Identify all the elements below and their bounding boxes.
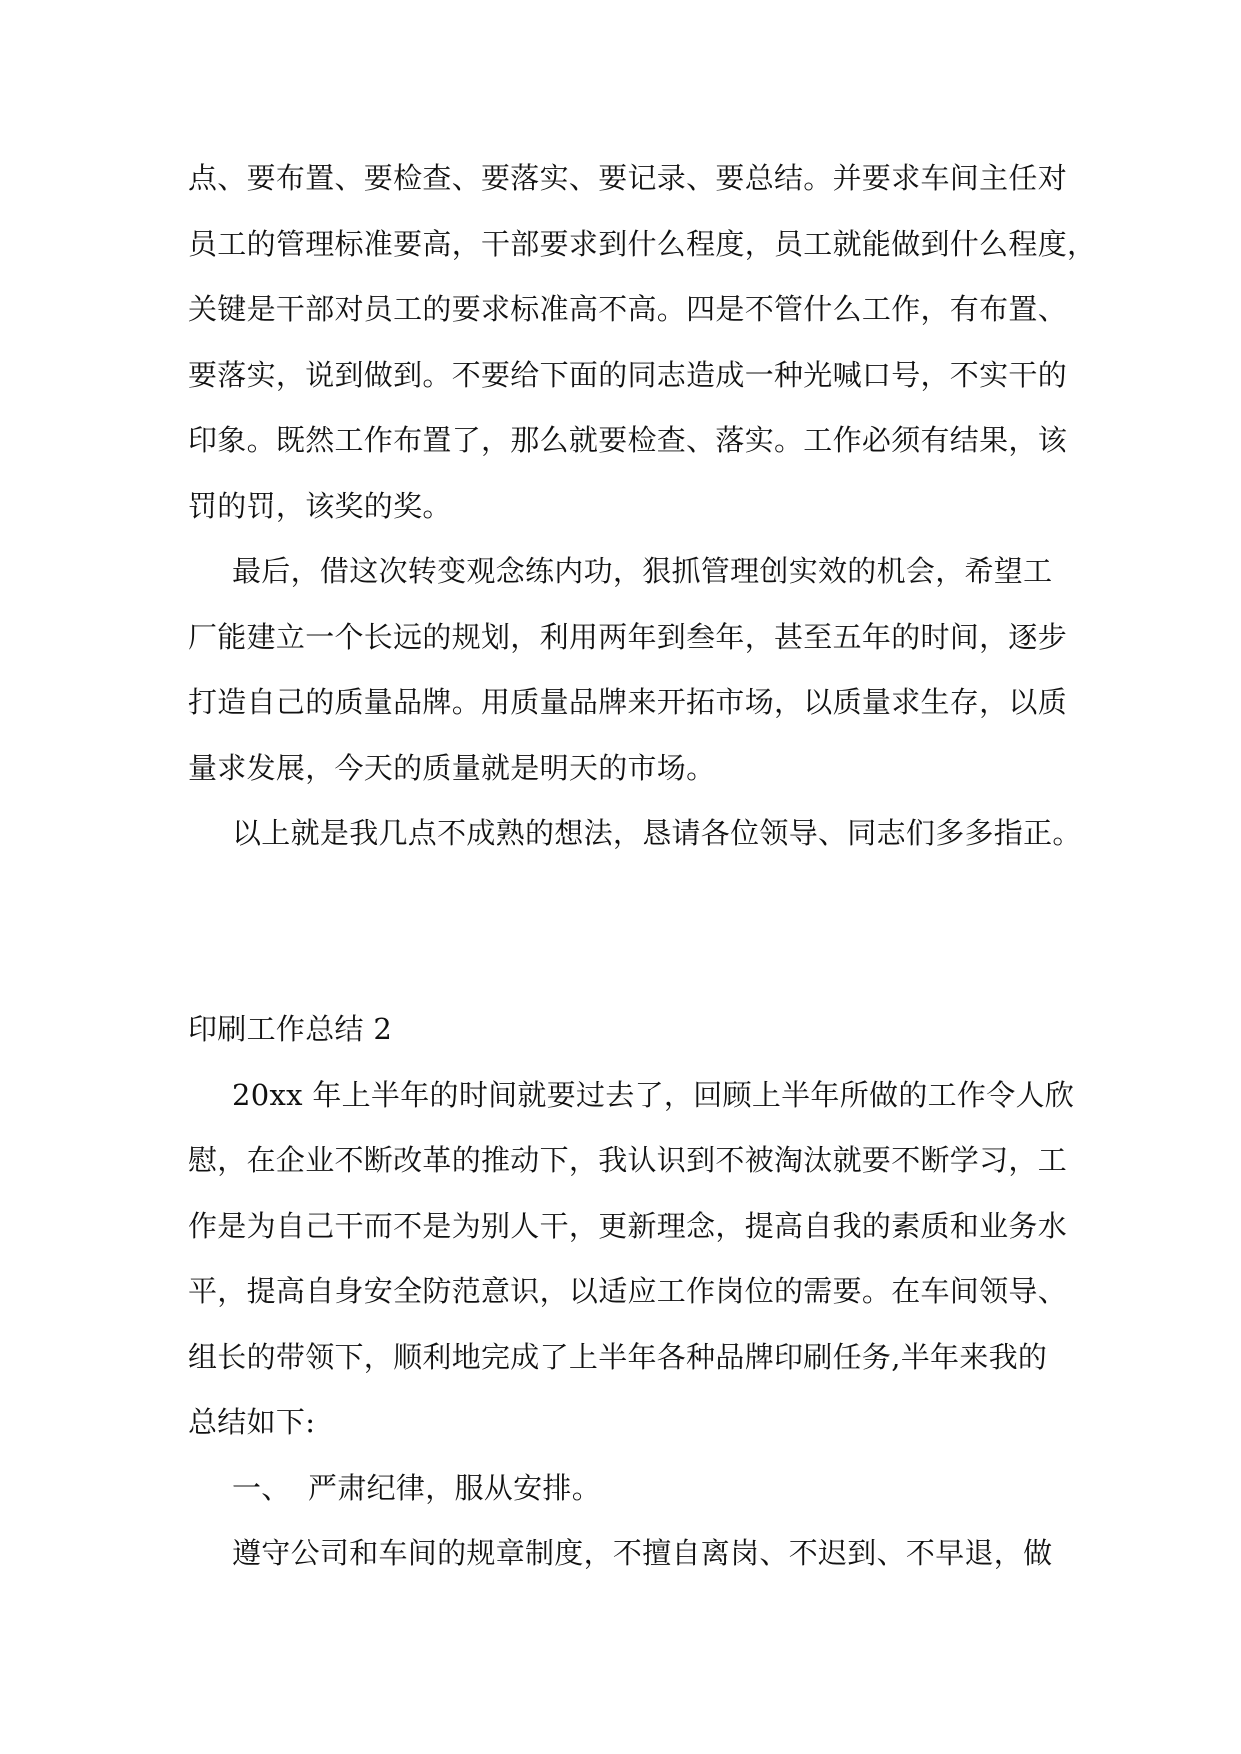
list-item [188, 1456, 1058, 1522]
text-line: 以上就是我几点不成熟的想法，恳请各位领导、同志们多多指正。 [232, 816, 1082, 850]
text-line: 罚的罚，该奖的奖。 [188, 488, 452, 523]
text-line: 总结如下: [188, 1405, 316, 1439]
text-line: 点、要布置、要检查、要落实、要记录、要总结。并要求车间主任对 [188, 161, 1068, 195]
text-line: 员工的管理标准要高，干部要求到什么程度，员工就能做到什么程度， [188, 226, 1097, 261]
text-line: 慰，在企业不断改革的推动下，我认识到不被淘汰就要不断学习，工 [188, 1143, 1068, 1177]
text-line: 组长的带领下，顺利地完成了上半年各种品牌印刷任务,半年来我的 [188, 1339, 1048, 1374]
text-line: 量求发展，今天的质量就是明天的市场。 [188, 750, 716, 785]
text-line: 最后，借这次转变观念练内功，狠抓管理创实效的机会，希望工 [232, 554, 1053, 588]
text-line: 打造自己的质量品牌。用质量品牌来开拓市场，以质量求生存，以质 [188, 685, 1068, 719]
text-line: 印象。既然工作布置了，那么就要检查、落实。工作必须有结果，该 [188, 423, 1068, 457]
text-line: 20xx 年上半年的时间就要过去了，回顾上半年所做的工作令人欣 [232, 1077, 1075, 1112]
text-line: 平，提高自身安全防范意识，以适应工作岗位的需要。在车间领导、 [188, 1274, 1068, 1308]
text-line: 遵守公司和车间的规章制度，不擅自离岗、不迟到、不早退，做 [232, 1536, 1053, 1570]
text-line: 要落实，说到做到。不要给下面的同志造成一种光喊口号，不实干的 [188, 357, 1068, 392]
body-text-block-2 [188, 997, 1075, 1587]
list-item-text: 严肃纪律，服从安排。 [308, 1470, 602, 1505]
section-title: 印刷工作总结 2 [188, 1012, 393, 1046]
body-text-block-1 [188, 146, 1097, 867]
text-line: 厂能建立一个长远的规划，利用两年到叁年，甚至五年的时间，逐步 [188, 619, 1068, 654]
text-line: 关键是干部对员工的要求标准高不高。四是不管什么工作，有布置、 [188, 292, 1068, 326]
list-marker: 一、 [232, 1470, 291, 1505]
text-line: 作是为自己干而不是为别人干，更新理念，提高自我的素质和业务水 [188, 1208, 1068, 1243]
